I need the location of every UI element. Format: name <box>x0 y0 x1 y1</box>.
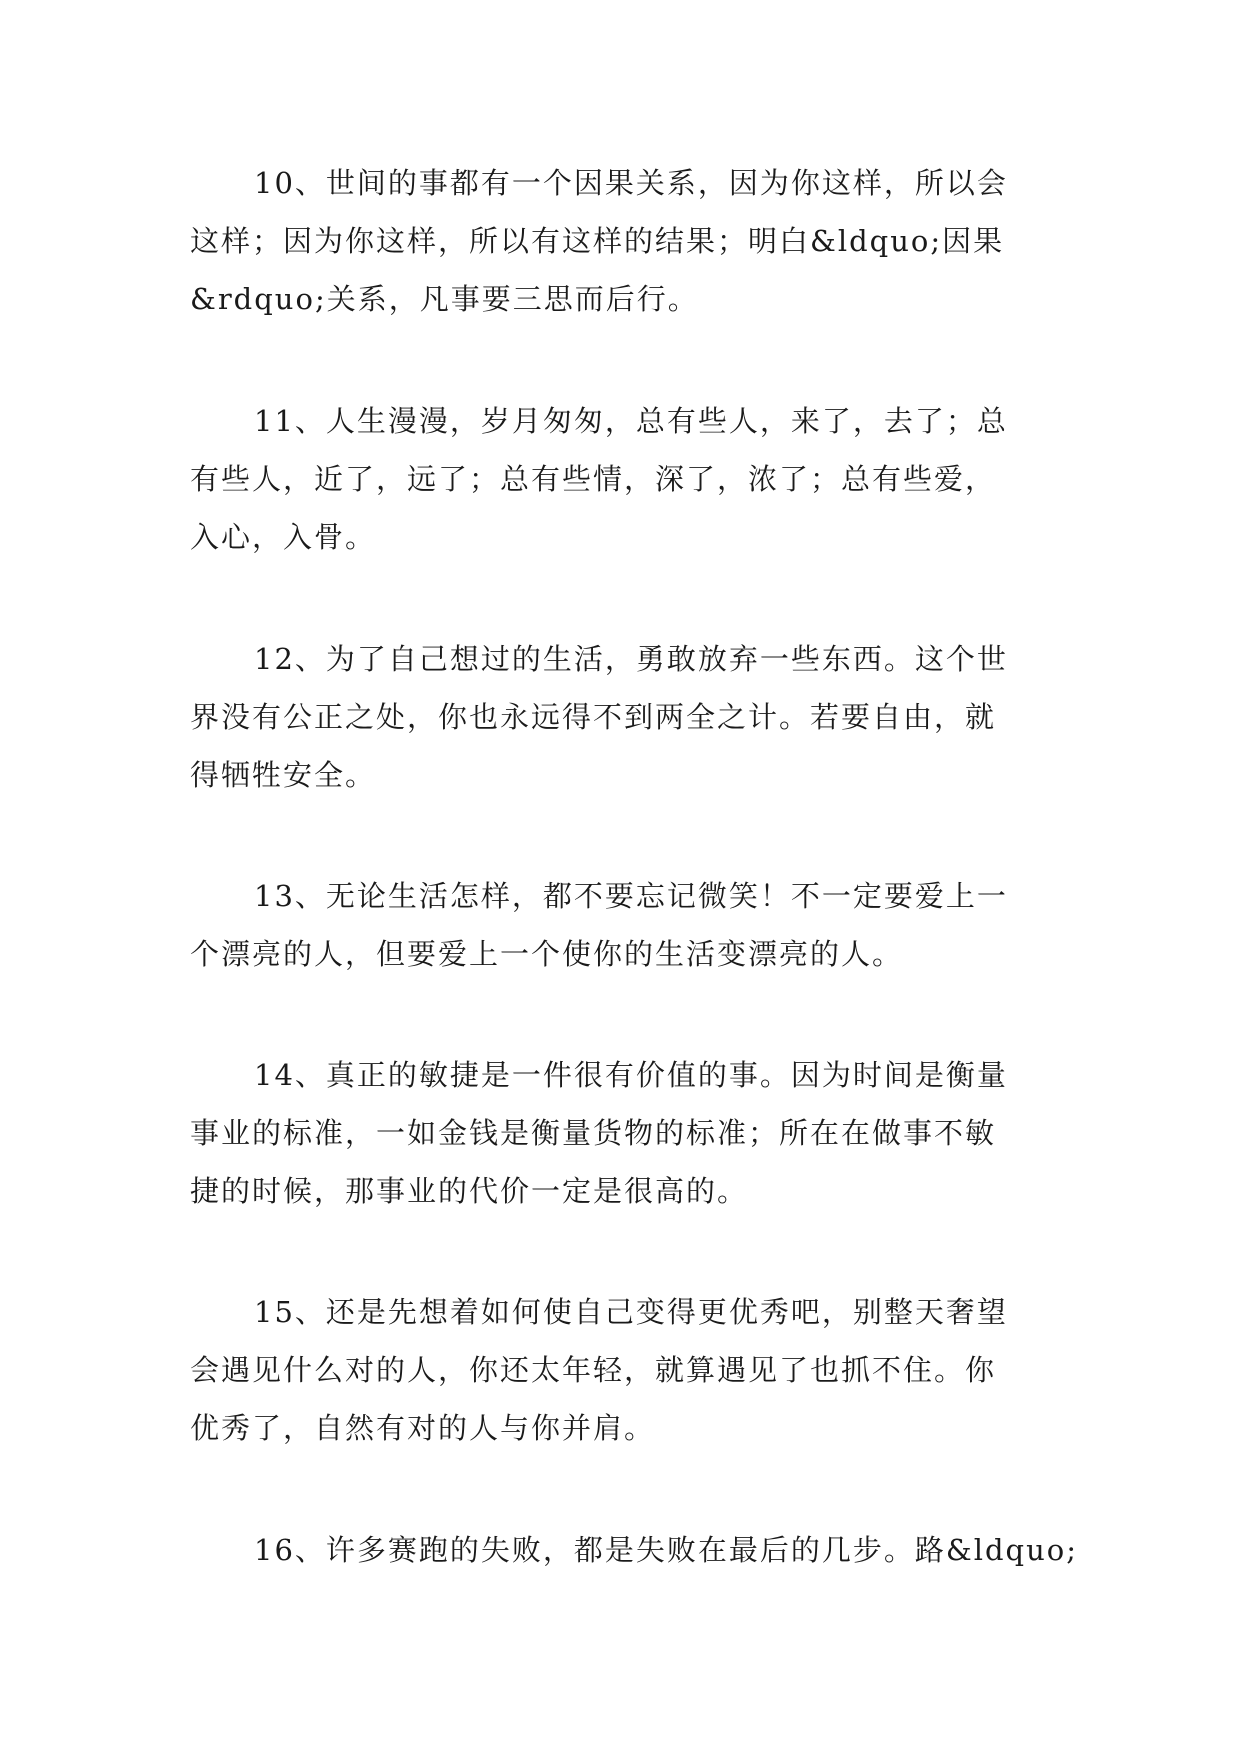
paragraph-line: 13、无论生活怎样，都不要忘记微笑！不一定要爱上一 <box>254 879 1008 913</box>
paragraph-16 <box>190 1521 1079 1579</box>
paragraph-line: &rdquo;关系，凡事要三思而后行。 <box>190 282 699 316</box>
paragraph-line: 这样；因为你这样，所以有这样的结果；明白&ldquo;因果 <box>190 224 1005 258</box>
paragraph-10 <box>190 154 1062 328</box>
paragraph-line: 16、许多赛跑的失败，都是失败在最后的几步。路&ldquo; <box>254 1533 1079 1567</box>
paragraph-line: 界没有公正之处，你也永远得不到两全之计。若要自由，就 <box>190 700 997 734</box>
paragraph-line: 10、世间的事都有一个因果关系，因为你这样，所以会 <box>254 166 1008 200</box>
paragraph-13 <box>190 867 1062 983</box>
paragraph-line: 14、真正的敏捷是一件很有价值的事。因为时间是衡量 <box>254 1058 1008 1092</box>
paragraph-line: 15、还是先想着如何使自己变得更优秀吧，别整天奢望 <box>254 1295 1008 1329</box>
paragraph-line: 个漂亮的人，但要爱上一个使你的生活变漂亮的人。 <box>190 937 904 971</box>
paragraph-15 <box>190 1283 1062 1457</box>
paragraph-11 <box>190 392 1062 566</box>
paragraph-line: 入心，入骨。 <box>190 520 377 554</box>
paragraph-12 <box>190 630 1062 804</box>
paragraph-line: 会遇见什么对的人，你还太年轻，就算遇见了也抓不住。你 <box>190 1353 997 1387</box>
paragraph-14 <box>190 1046 1062 1220</box>
paragraph-line: 捷的时候，那事业的代价一定是很高的。 <box>190 1174 749 1208</box>
paragraph-line: 得牺牲安全。 <box>190 758 377 792</box>
paragraph-line: 11、人生漫漫，岁月匆匆，总有些人，来了，去了；总 <box>254 404 1008 438</box>
paragraph-line: 12、为了自己想过的生活，勇敢放弃一些东西。这个世 <box>254 642 1008 676</box>
paragraph-line: 优秀了，自然有对的人与你并肩。 <box>190 1411 656 1445</box>
paragraph-line: 事业的标准，一如金钱是衡量货物的标准；所在在做事不敏 <box>190 1116 997 1150</box>
paragraph-line: 有些人，近了，远了；总有些情，深了，浓了；总有些爱， <box>190 462 997 496</box>
